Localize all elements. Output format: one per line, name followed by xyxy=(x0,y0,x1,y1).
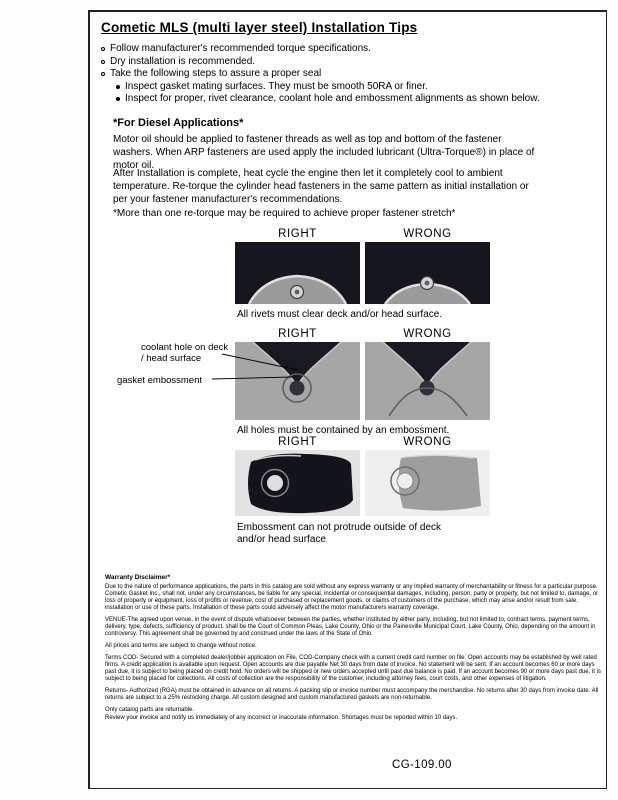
right-label: RIGHT xyxy=(278,228,317,240)
bullet-item xyxy=(101,56,571,69)
filled-bullet-icon xyxy=(116,85,120,89)
right-label: RIGHT xyxy=(278,328,317,340)
diesel-paragraph-2: After Installation is complete, heat cycle the engine then let it completely cool to ambient temperature. Re-torque the cylinder head fasteners in the same pattern as initial installation or per your fastener manufacturer's recommendations. xyxy=(113,168,529,205)
warranty-paragraph: Review your invoice and notify us immediately of any incorrect or inaccurate information. Shortages must be reported within 10 days. xyxy=(105,715,458,721)
open-bullet-icon xyxy=(101,72,105,76)
warranty-paragraph: Returns- Authorized (RGA) must be obtained in advance on all returns. A packing slip or invoice number must accompany the merchandise. No returns after 30 days from invoice date. All returns are subject to a 25% restocking charge. All custom designed and custom manufactured gaskets are non-returnable. xyxy=(105,688,599,701)
tips-bullet-list xyxy=(101,43,571,106)
sub-bullet-item xyxy=(116,93,571,106)
diagram-embossment-wrong xyxy=(365,450,490,516)
wrong-column xyxy=(365,436,490,516)
warranty-paragraph: Due to the nature of performance applications, the parts in this catalog are sold without any express warranty or any implied warranty of merchantability or fitness for a particular purpose. Cometic Gasket Inc., shall not, under any circumstances, be liable for any special, incidental or consequential damages, including, person, party or property, but not limited to, damage, or loss of property or equipment, loss of profits or revenue, cost of purchased or replacement goods, or claims of customers of the purchase, which may arise and/or result from sale, installation or use of these parts. Installation of these parts could adversely affect the motor manufacturers warranty coverage. xyxy=(105,584,599,611)
diagram-row-rivets xyxy=(235,228,490,304)
diagram-embossment-right xyxy=(235,450,360,516)
holes-caption: All holes must be contained by an embossment. xyxy=(237,425,450,436)
open-bullet-icon xyxy=(101,60,105,64)
wrong-label: WRONG xyxy=(403,436,452,448)
warranty-paragraph: VENUE-The agreed upon venue, in the event of dispute whatsoever between the parties, whether instituted by either party, including, but not limited to, contract terms, payment terms, delivery, type, defects, sufficiency of product, shall be the Court of Common Pleas, Lake County, Ohio or the Painesville Municipal Court, Lake County, Ohio, depending on the amount in controversy. This agreement shall be governed by and construed under the laws of the State of Ohio. xyxy=(105,617,596,637)
open-bullet-icon xyxy=(101,47,105,51)
wrong-label: WRONG xyxy=(403,328,452,340)
diagram-hole-wrong xyxy=(365,342,490,420)
callout-arrow-lines xyxy=(210,350,310,390)
warranty-section xyxy=(105,574,603,727)
rivets-caption: All rivets must clear deck and/or head surface. xyxy=(237,309,443,320)
filled-bullet-icon xyxy=(116,97,120,101)
bullet-text: Follow manufacturer's recommended torque specifications. xyxy=(110,43,371,54)
right-label: RIGHT xyxy=(278,436,317,448)
retorque-note: *More than one re-torque may be required to achieve proper fastener stretch* xyxy=(113,208,456,219)
page-code: CG-109.00 xyxy=(392,759,452,771)
wrong-column xyxy=(365,228,490,304)
diagram-row-embossment xyxy=(235,436,490,516)
bullet-text: Dry installation is recommended. xyxy=(110,55,256,67)
warranty-paragraph: All prices and terms are subject to change without notice. xyxy=(105,643,257,649)
warranty-paragraph: Terms COD- Secured with a completed dealer/jobber application on File, COD-Company check with a current credit card number on file. Open accounts may be established by well rated firms. A credit application is available upon request. Open accounts are due payable Net 30 days from date of invoice. No statement will be sent. If an account becomes 60 or more days past due, it is subject to being placed on credit hold. No orders will be shipped or new orders accepted until past due balance is paid. If an account becomes 90 or more days past due, it is subject to being placed for collections. All costs of collection are the responsibility of the customer, including attorney fees, court costs, and other expenses of litigation. xyxy=(105,655,601,682)
gasket-embossment-callout: gasket embossment xyxy=(117,375,203,386)
bullet-text: Take the following steps to assure a proper seal xyxy=(110,68,322,79)
sub-bullet-item xyxy=(116,81,571,94)
right-column xyxy=(235,436,360,516)
wrong-column xyxy=(365,328,490,420)
right-column xyxy=(235,228,360,304)
sub-bullet-text: Inspect for proper, rivet clearance, coolant hole and embossment alignments as shown below. xyxy=(125,93,540,104)
warranty-heading: Warranty Disclaimer* xyxy=(105,574,171,581)
wrong-label: WRONG xyxy=(403,228,452,240)
bullet-item xyxy=(101,43,571,56)
sub-bullet-text: Inspect gasket mating surfaces. They must be smooth 50RA or finer. xyxy=(125,80,428,92)
bullet-item xyxy=(101,68,571,81)
diagram-rivet-right xyxy=(235,242,360,304)
diesel-applications-heading: *For Diesel Applications* xyxy=(113,117,244,129)
diesel-paragraph-1: Motor oil should be applied to fastener threads as well as top and bottom of the fastener washers. When ARP fasteners are used apply the included lubricant (Ultra-Torque®) in place of motor oil. xyxy=(113,134,535,171)
coolant-hole-callout: coolant hole on deck / head surface xyxy=(141,342,229,364)
warranty-paragraph: Only catalog parts are returnable. xyxy=(105,707,195,713)
embossment-caption: Embossment can not protrude outside of deck and/or head surface xyxy=(237,522,442,545)
diagram-rivet-wrong xyxy=(365,242,490,304)
page-title: Cometic MLS (multi layer steel) Installation Tips xyxy=(101,20,418,35)
